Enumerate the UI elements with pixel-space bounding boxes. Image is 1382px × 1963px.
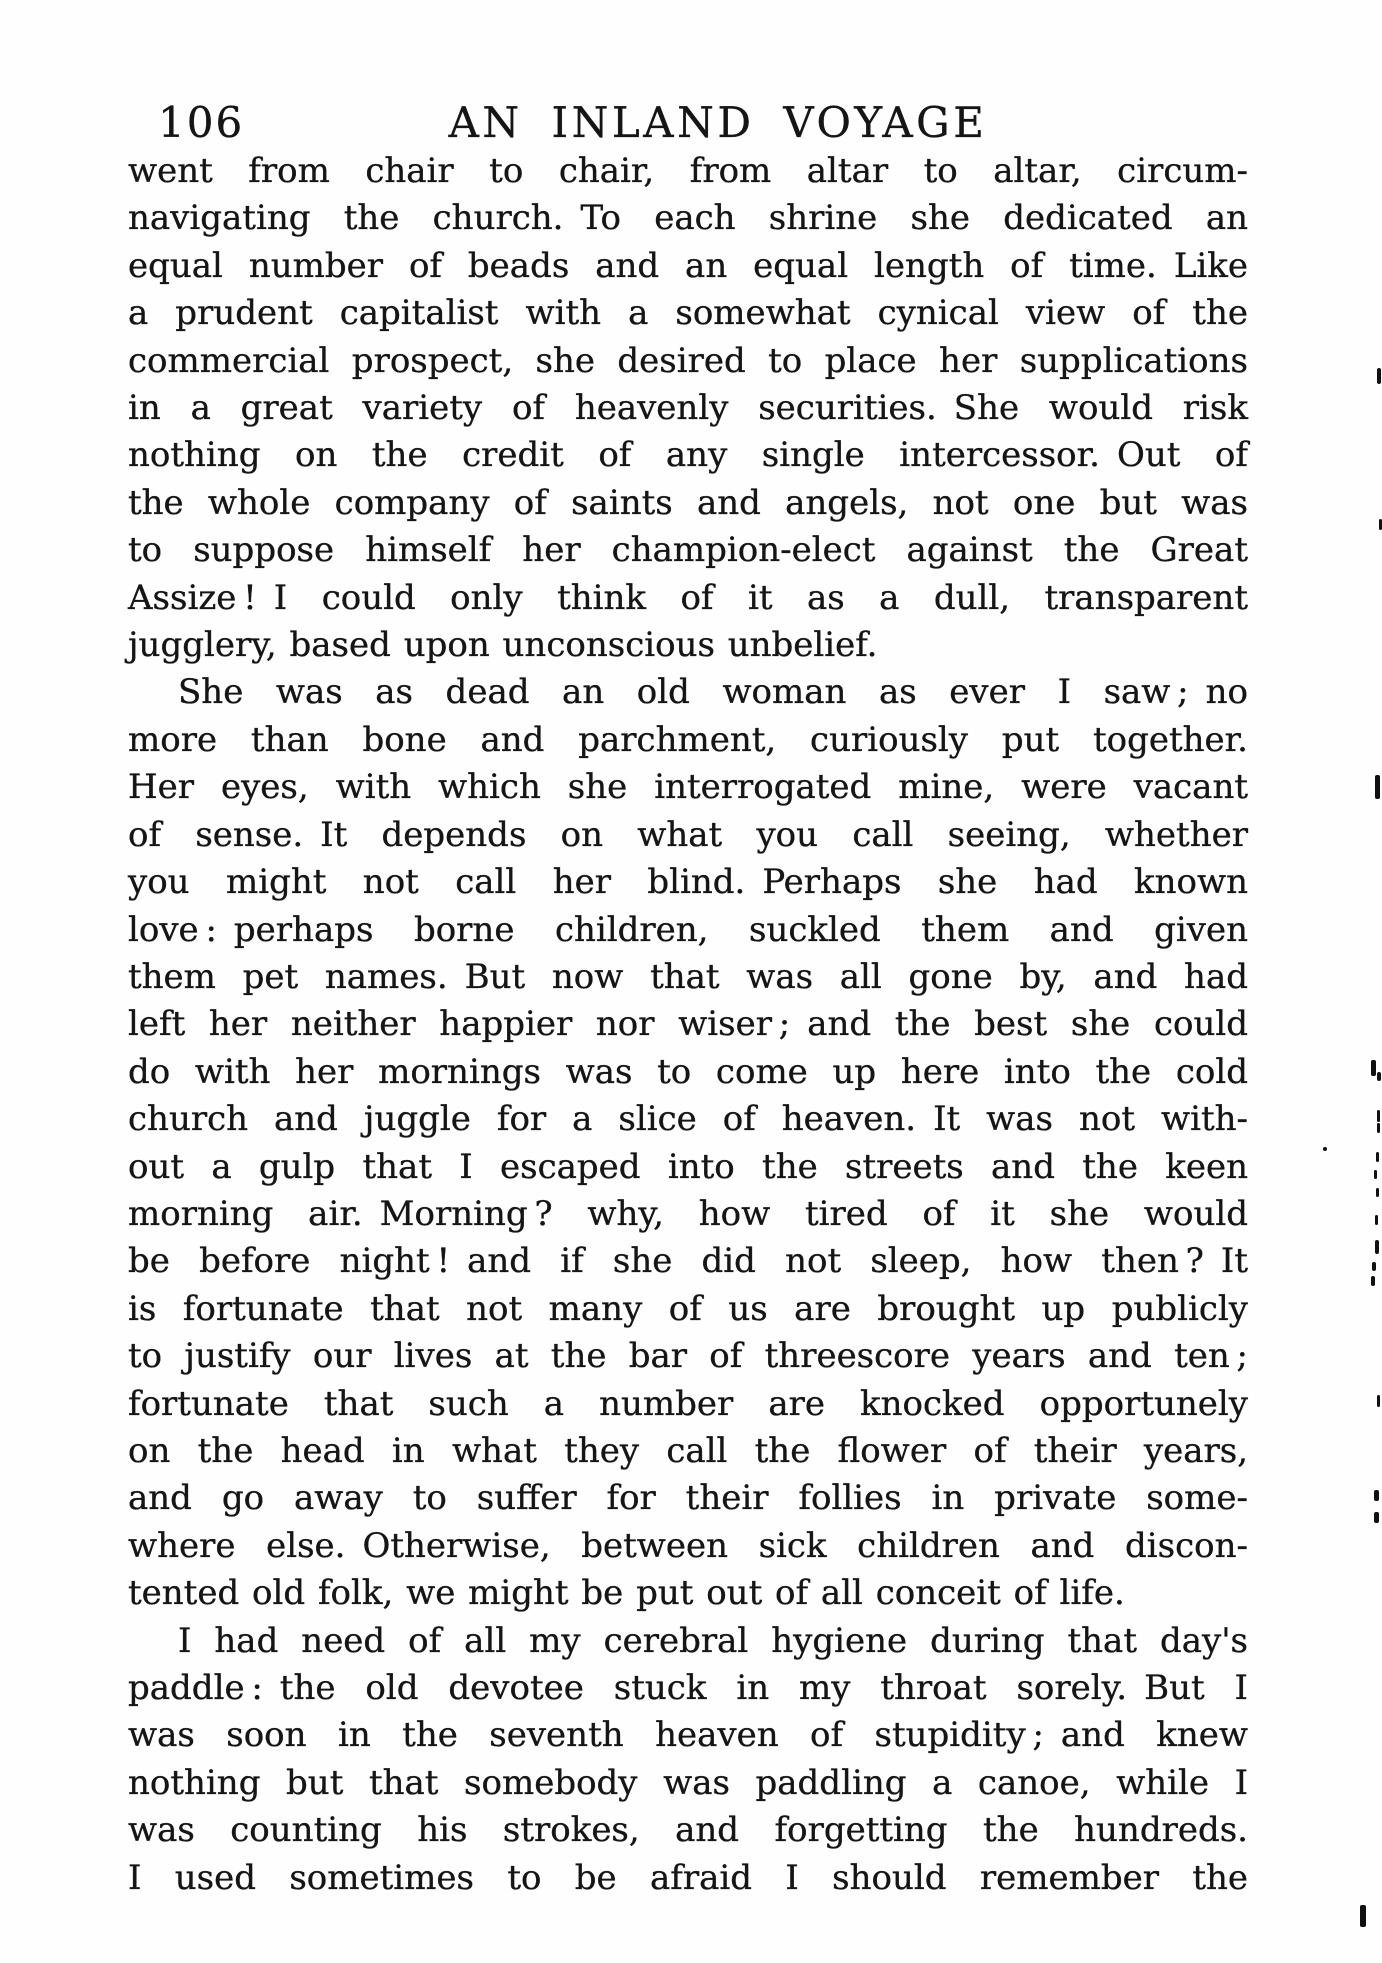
scan-mark (1374, 1512, 1379, 1523)
text-line: equal number of beads and an equal length of time. Like (128, 245, 1248, 286)
page-number: 106 (158, 98, 245, 147)
text-line: paddle : the old devotee stuck in my throat sorely. But I (128, 1668, 1248, 1708)
scan-mark (1360, 1905, 1366, 1927)
scan-mark (1374, 1170, 1377, 1179)
scan-mark (1377, 368, 1381, 384)
text-line: I had need of all my cerebral hygiene during that day's (178, 1620, 1248, 1661)
text-line: a prudent capitalist with a somewhat cynical view of the (128, 293, 1248, 334)
text-line: on the head in what they call the flower of their years, (128, 1430, 1248, 1471)
scan-mark (1377, 1395, 1380, 1407)
scan-mark (1371, 1276, 1375, 1286)
text-line: tented old folk, we might be put out of all conceit of life. (128, 1573, 1125, 1614)
text-line: to justify our lives at the bar of threescore years and ten ; (128, 1336, 1248, 1377)
text-line: Assize ! I could only think of it as a dull, transparent (128, 577, 1248, 618)
text-line: went from chair to chair, from altar to altar, circum- (128, 151, 1248, 191)
text-line: you might not call her blind. Perhaps she had known (128, 862, 1248, 903)
text-line: She was as dead an old woman as ever I saw ; no (178, 672, 1248, 713)
text-line: do with her mornings was to come up here into the cold (128, 1051, 1248, 1092)
text-line: morning air. Morning ? why, how tired of it she would (128, 1193, 1248, 1234)
scan-mark (1376, 1188, 1379, 1197)
text-line: nothing but that somebody was paddling a canoe, while I (128, 1762, 1248, 1803)
text-line: was counting his strokes, and forgetting the hundreds. (128, 1810, 1248, 1851)
text-line: navigating the church. To each shrine she dedicated an (128, 198, 1248, 239)
scan-mark (1371, 1060, 1376, 1076)
text-line: jugglery, based upon unconscious unbelief. (128, 625, 878, 666)
text-line: was soon in the seventh heaven of stupidity ; and knew (128, 1715, 1248, 1756)
text-line: out a gulp that I escaped into the streets and the keen (128, 1146, 1248, 1187)
text-line: where else. Otherwise, between sick children and discon- (128, 1525, 1248, 1566)
scan-mark (1375, 1215, 1378, 1225)
scan-mark (1374, 1490, 1379, 1501)
text-line: them pet names. But now that was all gone by, and had (128, 956, 1248, 997)
text-line: and go away to suffer for their follies in private some- (128, 1478, 1248, 1519)
text-line: of sense. It depends on what you call seeing, whether (128, 814, 1248, 855)
text-line: nothing on the credit of any single intercessor. Out of (128, 435, 1248, 476)
text-line: in a great variety of heavenly securities. She would risk (128, 388, 1248, 429)
scan-mark (1376, 1152, 1379, 1162)
text-line: church and juggle for a slice of heaven. It was not with- (128, 1099, 1248, 1140)
text-line: I used sometimes to be afraid I should remember the (128, 1857, 1248, 1898)
scan-mark (1372, 1262, 1376, 1271)
page-title: AN INLAND VOYAGE (448, 98, 988, 147)
text-line: Her eyes, with which she interrogated mine, were vacant (128, 767, 1248, 808)
scan-mark (1375, 775, 1380, 799)
scan-mark (1377, 1072, 1381, 1081)
scan-mark (1377, 1123, 1380, 1133)
text-line: be before night ! and if she did not sleep, how then ? It (128, 1241, 1248, 1282)
page-header (0, 98, 1382, 150)
page-body (128, 148, 1248, 1902)
scan-mark (1377, 1110, 1380, 1122)
text-line: the whole company of saints and angels, not one but was (128, 482, 1248, 523)
scan-mark (1323, 1147, 1327, 1151)
text-line: left her neither happier nor wiser ; and the best she could (128, 1004, 1248, 1045)
text-line: love : perhaps borne children, suckled them and given (128, 909, 1248, 950)
text-line: to suppose himself her champion-elect against the Great (128, 530, 1248, 571)
text-line: is fortunate that not many of us are brought up publicly (128, 1288, 1248, 1329)
text-line: commercial prospect, she desired to place her supplications (128, 340, 1248, 381)
text-line: more than bone and parchment, curiously put together. (128, 719, 1248, 760)
text-line: fortunate that such a number are knocked opportunely (128, 1383, 1248, 1424)
scan-mark (1375, 1240, 1379, 1254)
